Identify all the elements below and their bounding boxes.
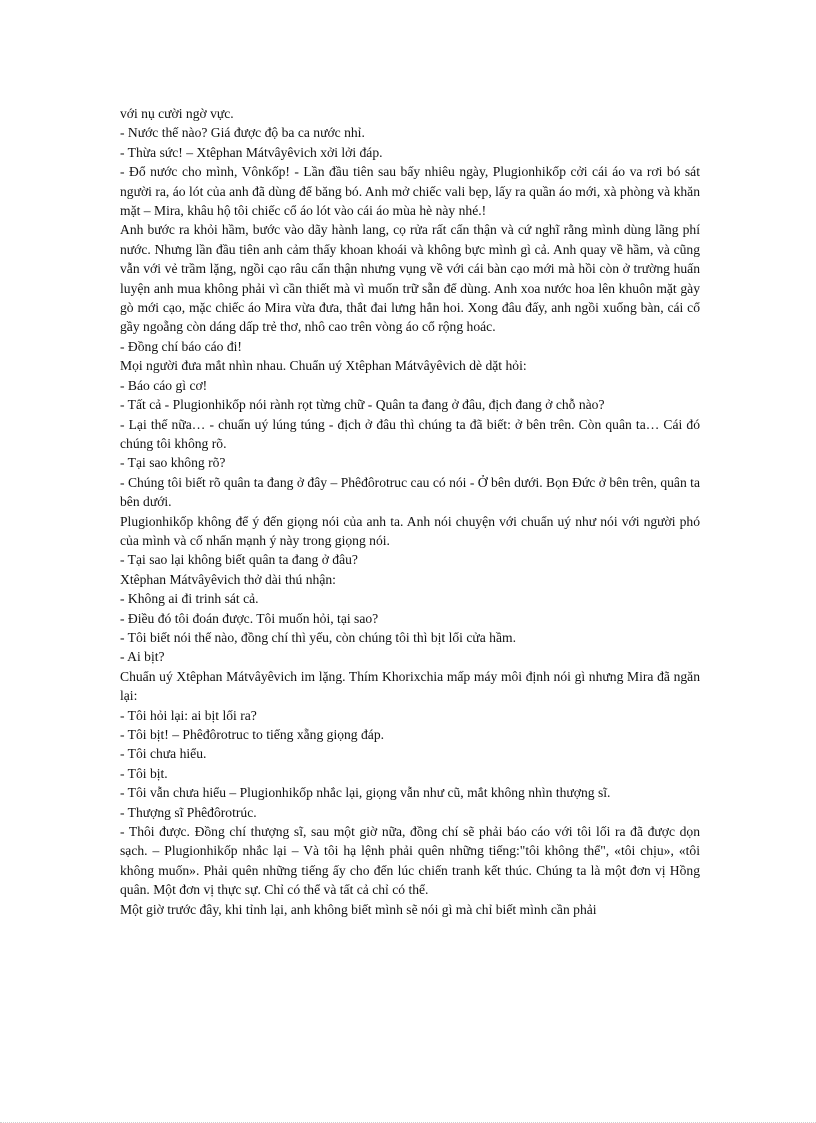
paragraph: - Tôi chưa hiểu. <box>120 746 207 762</box>
paragraph: - Tôi bịt. <box>120 765 168 781</box>
paragraph: với nụ cười ngờ vực. <box>120 106 234 121</box>
paragraph: - Ai bịt? <box>120 649 165 665</box>
paragraph: - Điều đó tôi đoán được. Tôi muốn hỏi, tại sao? <box>120 610 379 626</box>
paragraph: - Báo cáo gì cơ! <box>120 377 208 393</box>
paragraph: Một giờ trước đây, khi tỉnh lại, anh không biết mình sẽ nói gì mà chỉ biết mình cần phải <box>120 901 597 917</box>
paragraph: Xtêphan Mátvâyêvich thở dài thú nhận: <box>120 571 336 587</box>
paragraph: - Tất cả - Plugionhikốp nói rành rọt từng chữ - Quân ta đang ở đâu, địch đang ở chỗ nào? <box>120 397 605 413</box>
paragraph: Plugionhikốp không để ý đến giọng nói của anh ta. Anh nói chuyện với chuẩn uý như nói với người phó của mình và cố nhấn mạnh ý này trong giọng nói. <box>120 513 700 548</box>
paragraph: - Chúng tôi biết rõ quân ta đang ở đây – Phêđôrotruc cau có nói - Ở bên dưới. Bọn Đức ở bên trên, quân ta bên dưới. <box>120 474 700 510</box>
paragraph: Anh bước ra khỏi hầm, bước vào dãy hành lang, cọ rửa rất cẩn thận và cứ nghĩ rằng mình dùng lãng phí nước. Nhưng lần đầu tiên anh cảm thấy khoan khoái và không bực mình gì cả. Anh quay về hầm, và cũng vẫn với vẻ trầm lặng, ngồi cạo râu cẩn thận nhưng vụng về với cái bàn cạo mới mà hồi còn ở trường huấn luyện anh mua không phải vì cần thiết mà vì muốn trữ sẵn để dùng. Anh xoa nước hoa lên khuôn mặt gày gò mới cạo, mặc chiếc áo Mira vừa đưa, thắt đai lưng hẳn hoi. Xong đâu đấy, anh ngồi xuống bàn, cái cổ gầy ngoẵng còn dáng dấp trẻ thơ, nhô cao trên vòng áo cổ rộng hoác. <box>120 222 700 335</box>
paragraph: - Tại sao lại không biết quân ta đang ở đâu? <box>120 552 358 568</box>
paragraph: - Đổ nước cho mình, Vônkốp! - Lần đầu tiên sau bấy nhiêu ngày, Plugionhikốp cởi cái áo va rơi bó sát người ra, áo lót của anh đã dùng để băng bó. Anh mở chiếc vali bẹp, lấy ra quần áo mới, xà phòng và khăn mặt – Mira, khâu hộ tôi chiếc cổ áo lót vào cái áo mùa hè này nhé.! <box>120 164 700 219</box>
paragraph: Mọi người đưa mắt nhìn nhau. Chuẩn uý Xtêphan Mátvâyêvich dè dặt hỏi: <box>120 358 527 374</box>
paragraph: - Đồng chí báo cáo đi! <box>120 338 242 354</box>
paragraph: Chuẩn uý Xtêphan Mátvâyêvich im lặng. Thím Khorixchia mấp máy môi định nói gì nhưng Mira đã ngăn lại: <box>120 668 700 704</box>
paragraph: - Thượng sĩ Phêđôrotrúc. <box>120 804 257 820</box>
paragraph: - Tôi bịt! – Phêđôrotruc to tiếng xẵng giọng đáp. <box>120 727 385 742</box>
paragraph: - Thừa sức! – Xtêphan Mátvâyêvich xởi lởi đáp. <box>120 144 383 160</box>
paragraph: - Không ai đi trinh sát cả. <box>120 591 259 607</box>
paragraph: - Tại sao không rõ? <box>120 455 226 471</box>
paragraph: - Tôi hỏi lại: ai bịt lối ra? <box>120 707 257 723</box>
paragraph: - Nước thế nào? Giá được độ ba ca nước nhỉ. <box>120 125 365 141</box>
paragraph: - Thôi được. Đồng chí thượng sĩ, sau một giờ nữa, đồng chí sẽ phải báo cáo với tôi lối ra đã được dọn sạch. – Plugionhikốp nhắc lại – Và tôi hạ lệnh phải quên những tiếng:"tôi không thể", «tôi chịu», «tôi không muốn». Phải quên những tiếng ấy cho đến lúc chiến tranh kết thúc. Chúng ta là một đơn vị Hồng quân. Một đơn vị thực sự. Chỉ có thể và tất cả chỉ có thể. <box>120 824 700 898</box>
document-body-text <box>120 104 700 919</box>
paragraph: - Tôi vẫn chưa hiểu – Plugionhikốp nhắc lại, giọng vẫn như cũ, mắt không nhìn thượng sĩ. <box>120 785 611 801</box>
paragraph: - Lại thế nữa… - chuẩn uý lúng túng - địch ở đâu thì chúng ta đã biết: ở bên trên. Còn quân ta… Cái đó chúng tôi không rõ. <box>120 416 700 451</box>
paragraph: - Tôi biết nói thế nào, đồng chí thì yếu, còn chúng tôi thì bịt lối cửa hầm. <box>120 629 516 645</box>
